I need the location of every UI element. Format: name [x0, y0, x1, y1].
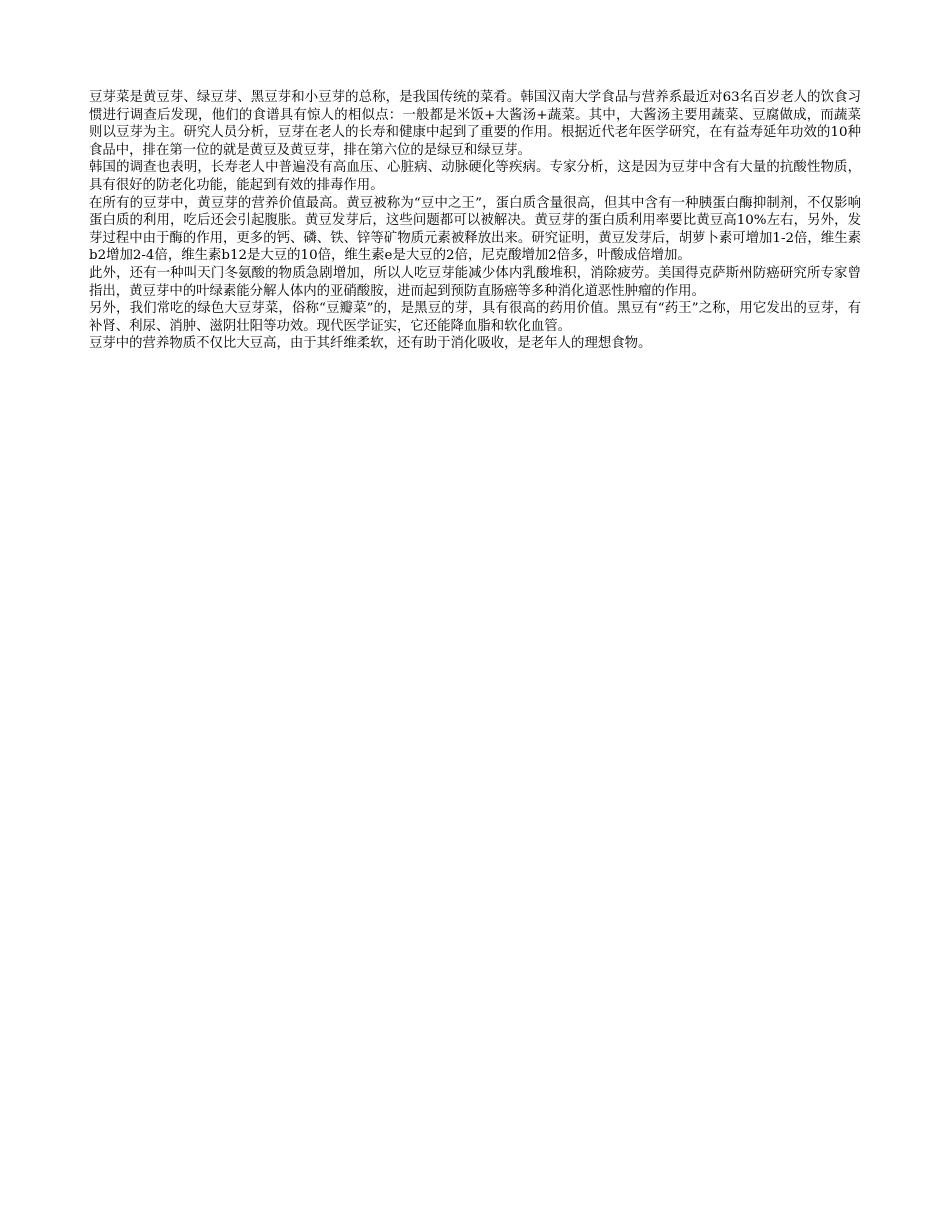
document-body [89, 89, 861, 353]
paragraph-soybean-sprout: 在所有的豆芽中，黄豆芽的营养价值最高。黄豆被称为“豆中之王”，蛋白质含量很高，但其中含有一种胰蛋白酶抑制剂，不仅影响蛋白质的利用，吃后还会引起腹胀。黄豆发芽后，这些问题都可以被解决。黄豆芽的蛋白质利用率要比黄豆高10%左右，另外，发芽过程中由于酶的作用，更多的钙、磷、铁、锌等矿物质元素被释放出来。研究证明，黄豆发芽后，胡萝卜素可增加1-2倍，维生素b2增加2-4倍，维生素b12是大豆的10倍，维生素e是大豆的2倍，尼克酸增加2倍多，叶酸成倍增加。 [89, 195, 861, 264]
paragraph-korea-survey: 韩国的调查也表明，长寿老人中普遍没有高血压、心脏病、动脉硬化等疾病。专家分析，这是因为豆芽中含有大量的抗酸性物质，具有很好的防老化功能，能起到有效的排毒作用。 [89, 160, 861, 193]
paragraph-intro: 豆芽菜是黄豆芽、绿豆芽、黑豆芽和小豆芽的总称，是我国传统的菜肴。韩国汉南大学食品与营养系最近对63名百岁老人的饮食习惯进行调查后发现，他们的食谱具有惊人的相似点：一般都是米饭+大酱汤+蔬菜。其中，大酱汤主要用蔬菜、豆腐做成，而蔬菜则以豆芽为主。研究人员分析，豆芽在老人的长寿和健康中起到了重要的作用。根据近代老年医学研究，在有益寿延年功效的10种食品中，排在第一位的就是黄豆及黄豆芽，排在第六位的是绿豆和绿豆芽。 [89, 90, 861, 158]
paragraph-black-bean-sprout: 另外，我们常吃的绿色大豆芽菜，俗称“豆瓣菜”的，是黑豆的芽，具有很高的药用价值。黑豆有“药王”之称，用它发出的豆芽，有补肾、利尿、消肿、滋阴壮阳等功效。现代医学证实，它还能降血脂和软化血管。 [89, 301, 861, 334]
paragraph-conclusion: 豆芽中的营养物质不仅比大豆高，由于其纤维柔软，还有助于消化吸收，是老年人的理想食物。 [89, 336, 652, 352]
paragraph-aspartic-acid: 此外，还有一种叫天门冬氨酸的物质急剧增加，所以人吃豆芽能减少体内乳酸堆积，消除疲劳。美国得克萨斯州防癌研究所专家曾指出，黄豆芽中的叶绿素能分解人体内的亚硝酸胺，进而起到预防直肠癌等多种消化道恶性肿瘤的作用。 [89, 265, 861, 299]
